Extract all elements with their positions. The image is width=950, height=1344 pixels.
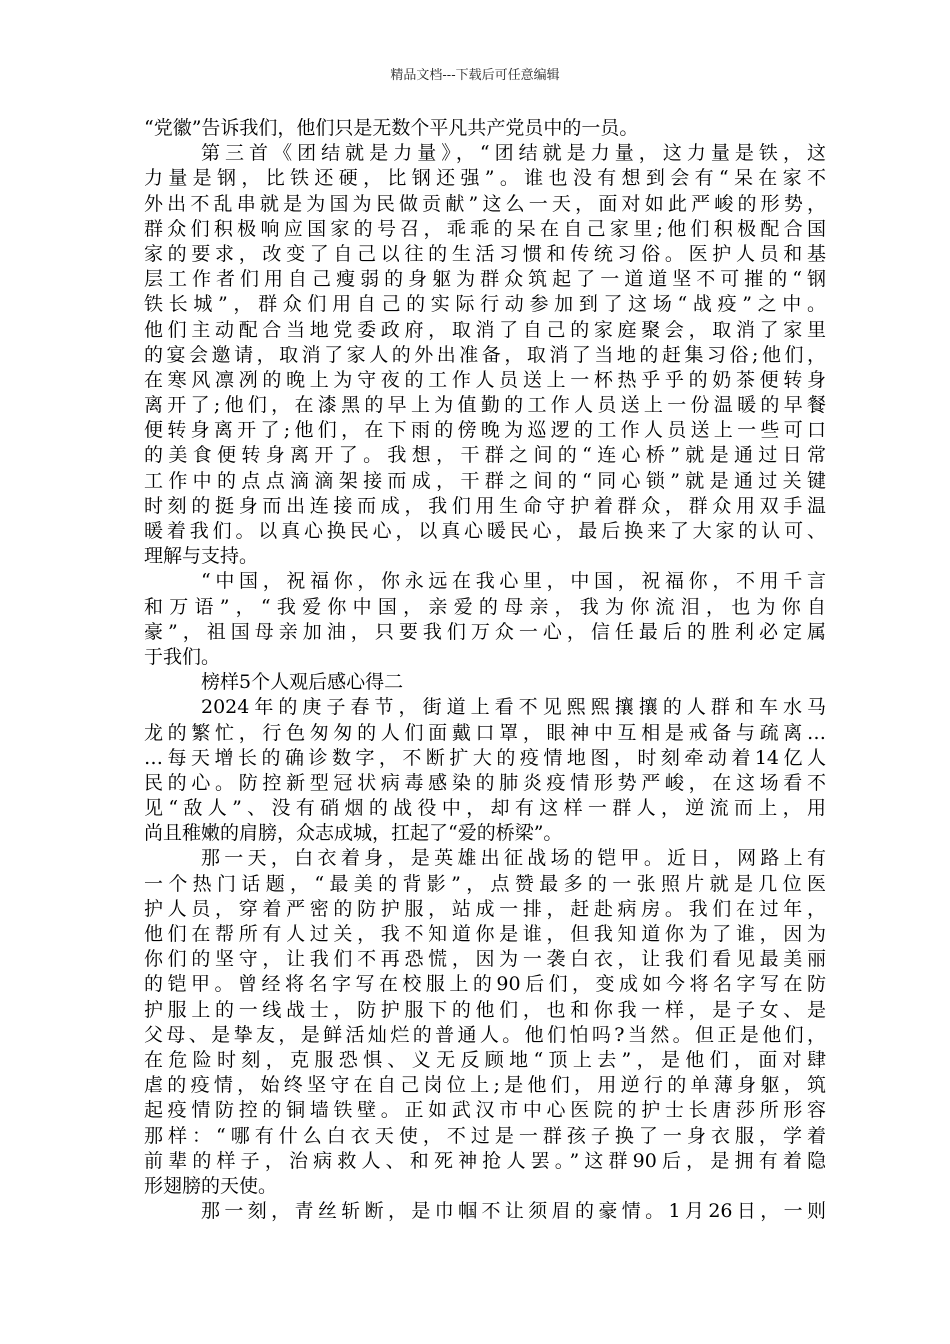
text-line: 暖着我们。以真心换民心，以真心暖民心，最后换来了大家的认可、	[144, 520, 826, 542]
text-line: “党徽”告诉我们，他们只是无数个平凡共产党员中的一员。	[144, 117, 639, 139]
text-line: 外出不乱串就是为国为民做贡献”这么一天，面对如此严峻的形势，	[144, 192, 826, 215]
text-line: 榜样5个人观后感心得二	[201, 671, 404, 694]
text-line: 在危险时刻，克服恐惧、义无反顾地“顶上去”，是他们，面对肆	[144, 1048, 826, 1071]
text-line: “中国，祝福你，你永远在我心里，中国，祝福你，不用千言	[201, 570, 826, 593]
text-line: 理解与支持。	[144, 545, 259, 568]
text-line: …每天增长的确诊数字，不断扩大的疫情地图，时刻牵动着14亿人	[144, 746, 826, 769]
text-line: 那一天，白衣着身，是英雄出征战场的铠甲。近日，网路上有	[201, 847, 826, 870]
text-line: 他们在帮所有人过关，我不知道你是谁，但我知道你为了谁，因为	[144, 923, 826, 945]
text-line: 的铠甲。曾经将名字写在校服上的90后们，变成如今将名字写在防	[144, 973, 826, 996]
document-body	[144, 116, 826, 1224]
text-line: 2024年的庚子春节，街道上看不见熙熙攘攘的人群和车水马	[201, 696, 826, 719]
text-line: 民的心。防控新型冠状病毒感染的肺炎疫情形势严峻，在这场看不	[144, 771, 826, 794]
text-line: 于我们。	[144, 645, 221, 668]
text-line: 那一刻，青丝斩断，是巾帼不让须眉的豪情。1月26日，一则	[201, 1200, 826, 1223]
text-line: 尚且稚嫩的肩膀，众志成城，扛起了“爱的桥梁”。	[144, 822, 563, 845]
text-line: 一个热门话题，“最美的背影”，点赞最多的一张照片就是几位医	[144, 872, 826, 895]
text-line: 的美食便转身离开了。我想，干群之间的“连心桥”就是通过日常	[144, 444, 826, 467]
page-header: 精品文档---下载后可任意编辑	[390, 68, 560, 83]
text-line: 力量是钢，比铁还硬，比钢还强”。谁也没有想到会有“呆在家不	[144, 167, 826, 190]
text-line: 便转身离开了;他们，在下雨的傍晚为巡逻的工作人员送上一些可口	[144, 419, 826, 442]
text-line: 离开了;他们，在漆黑的早上为值勤的工作人员送上一份温暖的早餐	[144, 394, 826, 417]
text-line: 的宴会邀请，取消了家人的外出准备，取消了当地的赶集习俗;他们，	[144, 343, 826, 366]
text-line: 护服上的一线战士，防护服下的他们，也和你我一样，是子女、是	[144, 998, 826, 1021]
text-line: 你们的坚守，让我们不再恐慌，因为一袭白衣，让我们看见最美丽	[144, 948, 826, 971]
text-line: 铁长城”，群众们用自己的实际行动参加到了这场“战疫”之中。	[144, 293, 826, 316]
text-line: 起疫情防控的铜墙铁壁。正如武汉市中心医院的护士长唐莎所形容	[144, 1099, 826, 1122]
text-line: 豪”，祖国母亲加油，只要我们万众一心，信任最后的胜利必定属	[144, 620, 826, 643]
text-line: 父母、是挚友，是鲜活灿烂的普通人。他们怕吗?当然。但正是他们，	[144, 1023, 826, 1046]
text-line: 他们主动配合当地党委政府，取消了自己的家庭聚会，取消了家里	[144, 318, 826, 341]
text-line: 护人员，穿着严密的防护服，站成一排，赶赴病房。我们在过年，	[144, 897, 826, 920]
text-line: 和万语”，“我爱你中国，亲爱的母亲，我为你流泪，也为你自	[144, 595, 826, 618]
text-line: 群众们积极响应国家的号召，乖乖的呆在自己家里;他们积极配合国	[144, 217, 826, 240]
text-line: 工作中的点点滴滴架接而成，干群之间的“同心锁”就是通过关键	[144, 469, 826, 492]
text-line: 那样：“哪有什么白衣天使，不过是一群孩子换了一身衣服，学着	[144, 1124, 826, 1147]
text-line: 第三首《团结就是力量》，“团结就是力量，这力量是铁，这	[201, 142, 826, 165]
text-line: 时刻的挺身而出连接而成，我们用生命守护着群众，群众用双手温	[144, 494, 826, 517]
text-line: 见“敌人”、没有硝烟的战役中，却有这样一群人，逆流而上，用	[144, 797, 826, 820]
text-line: 层工作者们用自己瘦弱的身躯为群众筑起了一道道坚不可摧的“钢	[144, 268, 826, 291]
text-line: 在寒风凛冽的晚上为守夜的工作人员送上一杯热乎乎的奶茶便转身	[144, 368, 826, 391]
text-line: 家的要求，改变了自己以往的生活习惯和传统习俗。医护人员和基	[144, 242, 826, 265]
text-line: 龙的繁忙，行色匆匆的人们面戴口罩，眼神中互相是戒备与疏离…	[144, 721, 826, 744]
text-line: 形翅膀的天使。	[144, 1174, 278, 1197]
text-line: 前辈的样子，治病救人、和死神抢人罢。”这群90后，是拥有着隐	[144, 1149, 826, 1172]
text-line: 虐的疫情，始终坚守在自己岗位上;是他们，用逆行的单薄身躯，筑	[144, 1074, 826, 1097]
